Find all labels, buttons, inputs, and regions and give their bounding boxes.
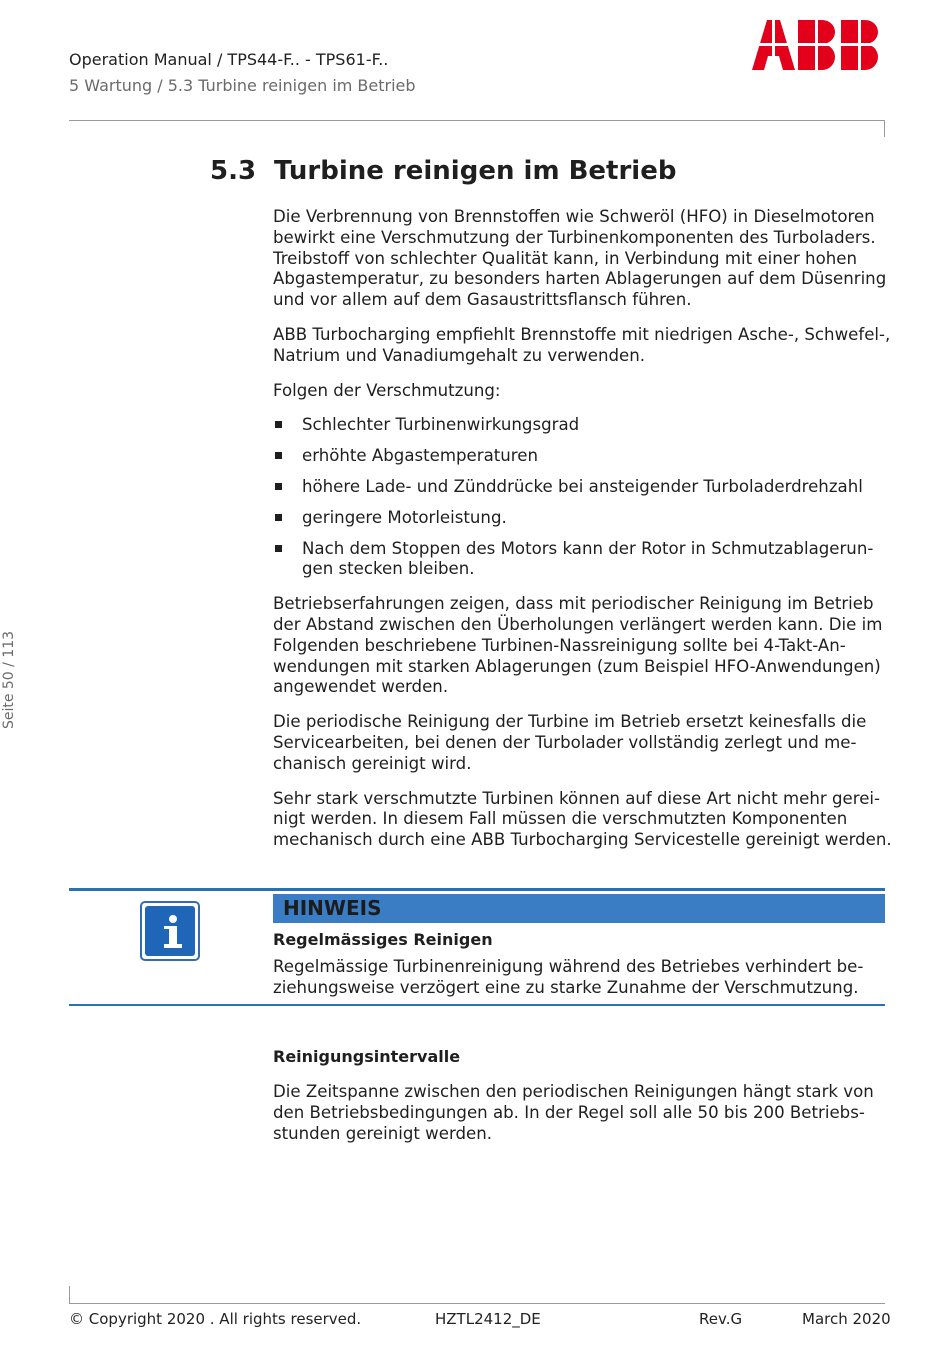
list-item: Nach dem Stoppen des Motors kann der Rotor in Schmutzablagerungen stecken bleiben. bbox=[273, 539, 893, 581]
footer-copyright: © Copyright 2020 . All rights reserved. bbox=[69, 1310, 362, 1328]
list-item: geringere Motorleistung. bbox=[273, 508, 893, 529]
subsection-title: Reinigungsintervalle bbox=[273, 1047, 461, 1066]
list-item: Schlechter Turbinenwirkungsgrad bbox=[273, 415, 893, 436]
footer-revision: Rev.G bbox=[699, 1310, 743, 1328]
header-rule-tick bbox=[884, 120, 885, 137]
note-body: Regelmässige Turbinenreinigung während des Betriebes verhindert beziehungsweise verzögert eine zu starke Zunahme der Verschmutzung. bbox=[273, 957, 864, 997]
paragraph: ABB Turbocharging empfiehlt Brennstoffe mit niedrigen Asche-, Schwefel-, Natrium und Vanadiumgehalt zu verwenden. bbox=[273, 324, 891, 365]
note-box bbox=[69, 888, 885, 1008]
note-label: HINWEIS bbox=[273, 894, 885, 923]
section-heading bbox=[210, 156, 676, 186]
note-subtitle: Regelmässiges Reinigen bbox=[273, 930, 493, 949]
page-indicator: Seite 50 / 113 bbox=[1, 630, 17, 730]
note-top-rule bbox=[69, 888, 885, 891]
paragraph: Betriebserfahrungen zeigen, dass mit periodischer Reinigung im Betrieb der Abstand zwischen den Überholungen verlängert werden kann. Die im Folgenden beschriebene Turbinen-Nassreinigung sollte bei 4-Takt-Anwendungen mit starken Ablagerungen (zum Beispiel HFO-Anwendungen) angewendet werden. bbox=[273, 594, 883, 697]
footer-rule bbox=[69, 1303, 885, 1304]
abb-logo bbox=[752, 20, 886, 72]
paragraph: Sehr stark verschmutzte Turbinen können auf diese Art nicht mehr gereinigt werden. In diesem Fall müssen die verschmutzten Komponenten mechanisch durch eine ABB Turbocharging Servicestelle gereinigt werden. bbox=[273, 788, 892, 850]
consequences-list bbox=[273, 415, 893, 580]
paragraph: Die periodische Reinigung der Turbine im Betrieb ersetzt keinesfalls die Servicearbeiten, bei denen der Turbolader vollständig zerlegt und mechanisch gereinigt wird. bbox=[273, 712, 867, 773]
document-title: Operation Manual / TPS44-F.. - TPS61-F.. bbox=[69, 50, 389, 69]
section-title: Turbine reinigen im Betrieb bbox=[274, 156, 677, 186]
section-number: 5.3 bbox=[210, 156, 257, 186]
list-item: erhöhte Abgastemperaturen bbox=[273, 446, 893, 467]
footer-doc-id: HZTL2412_DE bbox=[435, 1310, 541, 1328]
subsection-body: Die Zeitspanne zwischen den periodischen Reinigungen hängt stark von den Betriebsbedingungen ab. In der Regel soll alle 50 bis 200 Betriebsstunden gereinigt werden. bbox=[273, 1082, 874, 1143]
info-icon bbox=[140, 901, 200, 961]
side-page-number bbox=[0, 600, 18, 760]
note-bottom-rule bbox=[69, 1004, 885, 1006]
header-rule bbox=[69, 120, 885, 121]
footer-rule-tick bbox=[69, 1286, 70, 1303]
footer-date: March 2020 bbox=[802, 1310, 891, 1328]
paragraph: Die Verbrennung von Brennstoffen wie Schweröl (HFO) in Dieselmotoren bewirkt eine Verschmutzung der Turbinenkomponenten des Turboladers. Treibstoff von schlechter Qualität kann, in Verbindung mit einer hohen Abgastemperatur, zu besonders harten Ablagerungen auf dem Düsenring und vor allem auf dem Gasaustrittsflansch führen. bbox=[273, 207, 887, 310]
breadcrumb: 5 Wartung / 5.3 Turbine reinigen im Betrieb bbox=[69, 76, 416, 95]
main-content bbox=[273, 207, 893, 865]
list-item: höhere Lade- und Zünddrücke bei ansteigender Turboladerdrehzahl bbox=[273, 477, 893, 498]
paragraph: Folgen der Verschmutzung: bbox=[273, 380, 501, 400]
